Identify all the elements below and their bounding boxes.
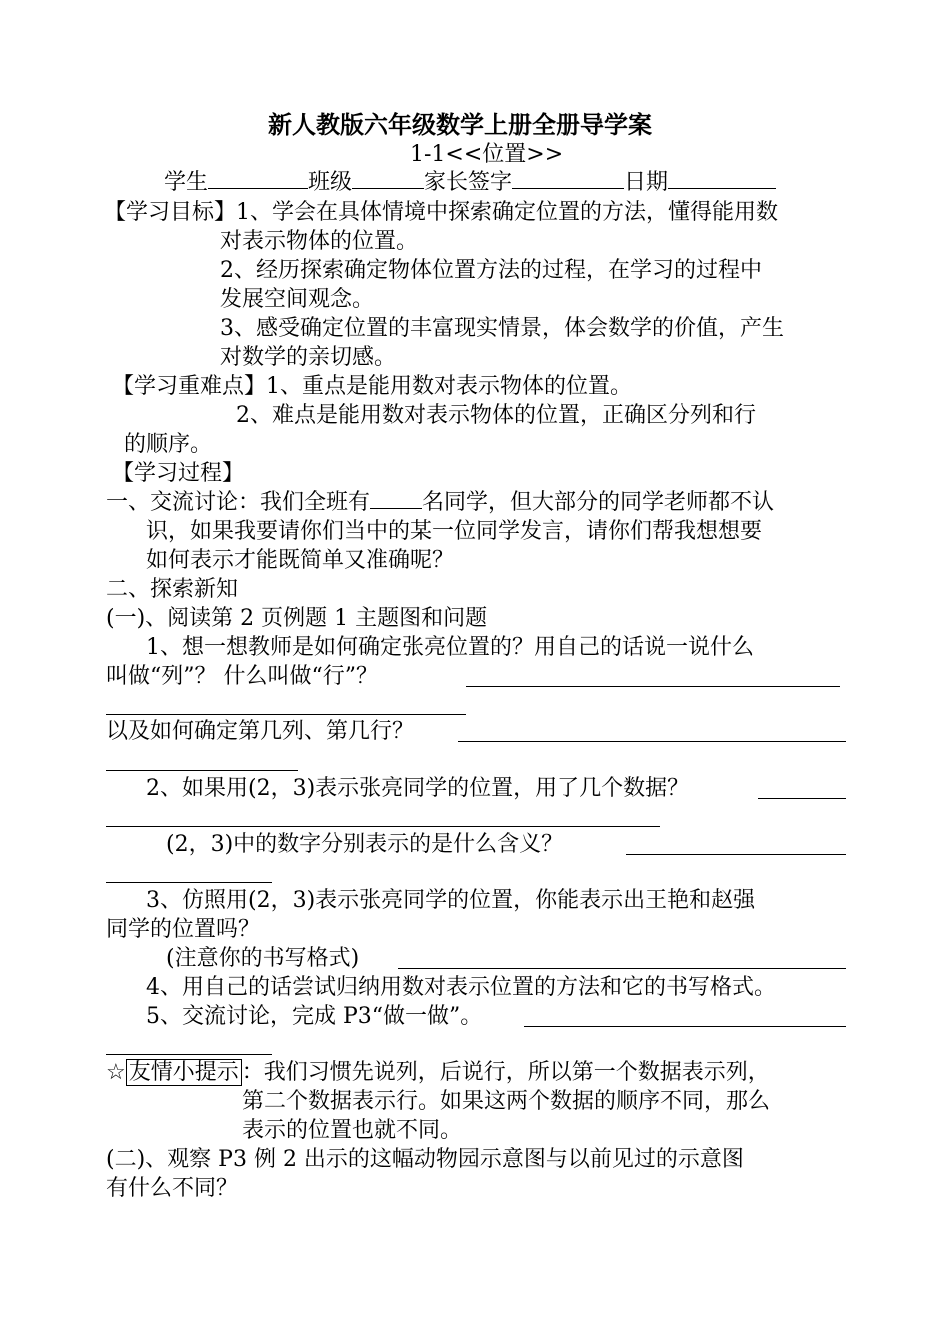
objectives-line-1 [104, 200, 778, 226]
objective-2b: 发展空间观念。 [220, 287, 375, 312]
section-1-line-3: 如何表示才能既简单又准确呢？ [146, 548, 455, 573]
doc-title: 新人教版六年级数学上册全册导学案 [268, 110, 652, 139]
class-size-blank[interactable] [370, 490, 422, 509]
answer-line[interactable] [626, 854, 846, 855]
info-row [164, 170, 776, 196]
star-icon: ☆ [106, 1060, 126, 1085]
parent-sign-label: 家长签字 [424, 170, 513, 195]
question-3-line-2: 同学的位置吗？ [106, 917, 261, 942]
keypoints-line-1 [112, 374, 632, 400]
tip-text-2: 第二个数据表示行。如果这两个数据的顺序不同，那么 [242, 1089, 771, 1114]
student-label: 学生 [164, 170, 209, 195]
answer-line[interactable] [458, 741, 846, 742]
part-1-heading: (一)、阅读第 2 页例题 1 主题图和问题 [106, 606, 488, 631]
answer-line[interactable] [106, 826, 660, 827]
section-1-line-2: 识，如果我要请你们当中的某一位同学发言，请你们帮我想想要 [146, 519, 763, 544]
tip-text-1: 我们习惯先说列，后说行，所以第一个数据表示列， [263, 1060, 770, 1085]
section-1-text-a: 一、交流讨论：我们全班有 [106, 490, 371, 515]
answer-line[interactable] [106, 882, 272, 883]
section-1-text-b: 名同学，但大部分的同学老师都不认 [422, 490, 775, 515]
tip-label: 友情小提示 [126, 1059, 242, 1086]
parent-sign-blank[interactable] [512, 170, 624, 189]
answer-line[interactable] [466, 686, 840, 687]
question-1-line-2: 叫做“列”？ 什么叫做“行”？ [106, 664, 378, 689]
keypoints-label: 【学习重难点】 [112, 374, 267, 399]
class-label: 班级 [308, 170, 353, 195]
question-5: 5、交流讨论，完成 P3“做一做”。 [146, 1004, 483, 1029]
question-2-line-2: (2，3)中的数字分别表示的是什么含义？ [166, 832, 564, 857]
objective-2a: 2、经历探索确定物体位置方法的过程，在学习的过程中 [220, 258, 762, 283]
objective-1a: 1、学会在具体情境中探索确定位置的方法，懂得能用数 [236, 200, 779, 225]
question-1-line-1: 1、想一想教师是如何确定张亮位置的？用自己的话说一说什么 [146, 635, 754, 660]
keypoint-2b: 的顺序。 [124, 432, 213, 457]
keypoint-2a: 2、难点是能用数对表示物体的位置，正确区分列和行 [236, 403, 756, 428]
section-1-line-1 [106, 490, 774, 516]
answer-line[interactable] [398, 968, 846, 969]
tip-text-3: 表示的位置也就不同。 [242, 1118, 463, 1143]
section-2-title: 二、探索新知 [106, 577, 239, 602]
process-label: 【学习过程】 [112, 461, 245, 486]
keypoint-1: 1、重点是能用数对表示物体的位置。 [266, 374, 633, 399]
date-blank[interactable] [668, 170, 776, 189]
tip-line-1 [106, 1060, 770, 1086]
lesson-subtitle: 1-1<<位置>> [410, 142, 564, 167]
question-3-line-3: (注意你的书写格式) [166, 946, 360, 971]
question-1-line-3: 以及如何确定第几列、第几行？ [106, 719, 415, 744]
answer-line[interactable] [106, 770, 298, 771]
question-4: 4、用自己的话尝试归纳用数对表示位置的方法和它的书写格式。 [146, 975, 776, 1000]
answer-line[interactable] [106, 1054, 272, 1055]
date-label: 日期 [624, 170, 669, 195]
question-2-line-1: 2、如果用(2，3)表示张亮同学的位置，用了几个数据？ [146, 776, 690, 801]
objectives-label: 【学习目标】 [104, 200, 237, 225]
part-2-line-2: 有什么不同？ [106, 1176, 239, 1201]
objective-3a: 3、感受确定位置的丰富现实情景，体会数学的价值，产生 [220, 316, 784, 341]
question-3-line-1: 3、仿照用(2，3)表示张亮同学的位置，你能表示出王艳和赵强 [146, 888, 756, 913]
objective-1b: 对表示物体的位置。 [220, 229, 419, 254]
tip-colon: ： [241, 1060, 264, 1085]
answer-line[interactable] [106, 714, 466, 715]
class-blank[interactable] [352, 170, 424, 189]
student-blank[interactable] [208, 170, 308, 189]
objective-3b: 对数学的亲切感。 [220, 345, 397, 370]
part-2-line-1: (二)、观察 P3 例 2 出示的这幅动物园示意图与以前见过的示意图 [106, 1147, 744, 1172]
answer-line[interactable] [524, 1026, 846, 1027]
answer-line[interactable] [758, 798, 846, 799]
